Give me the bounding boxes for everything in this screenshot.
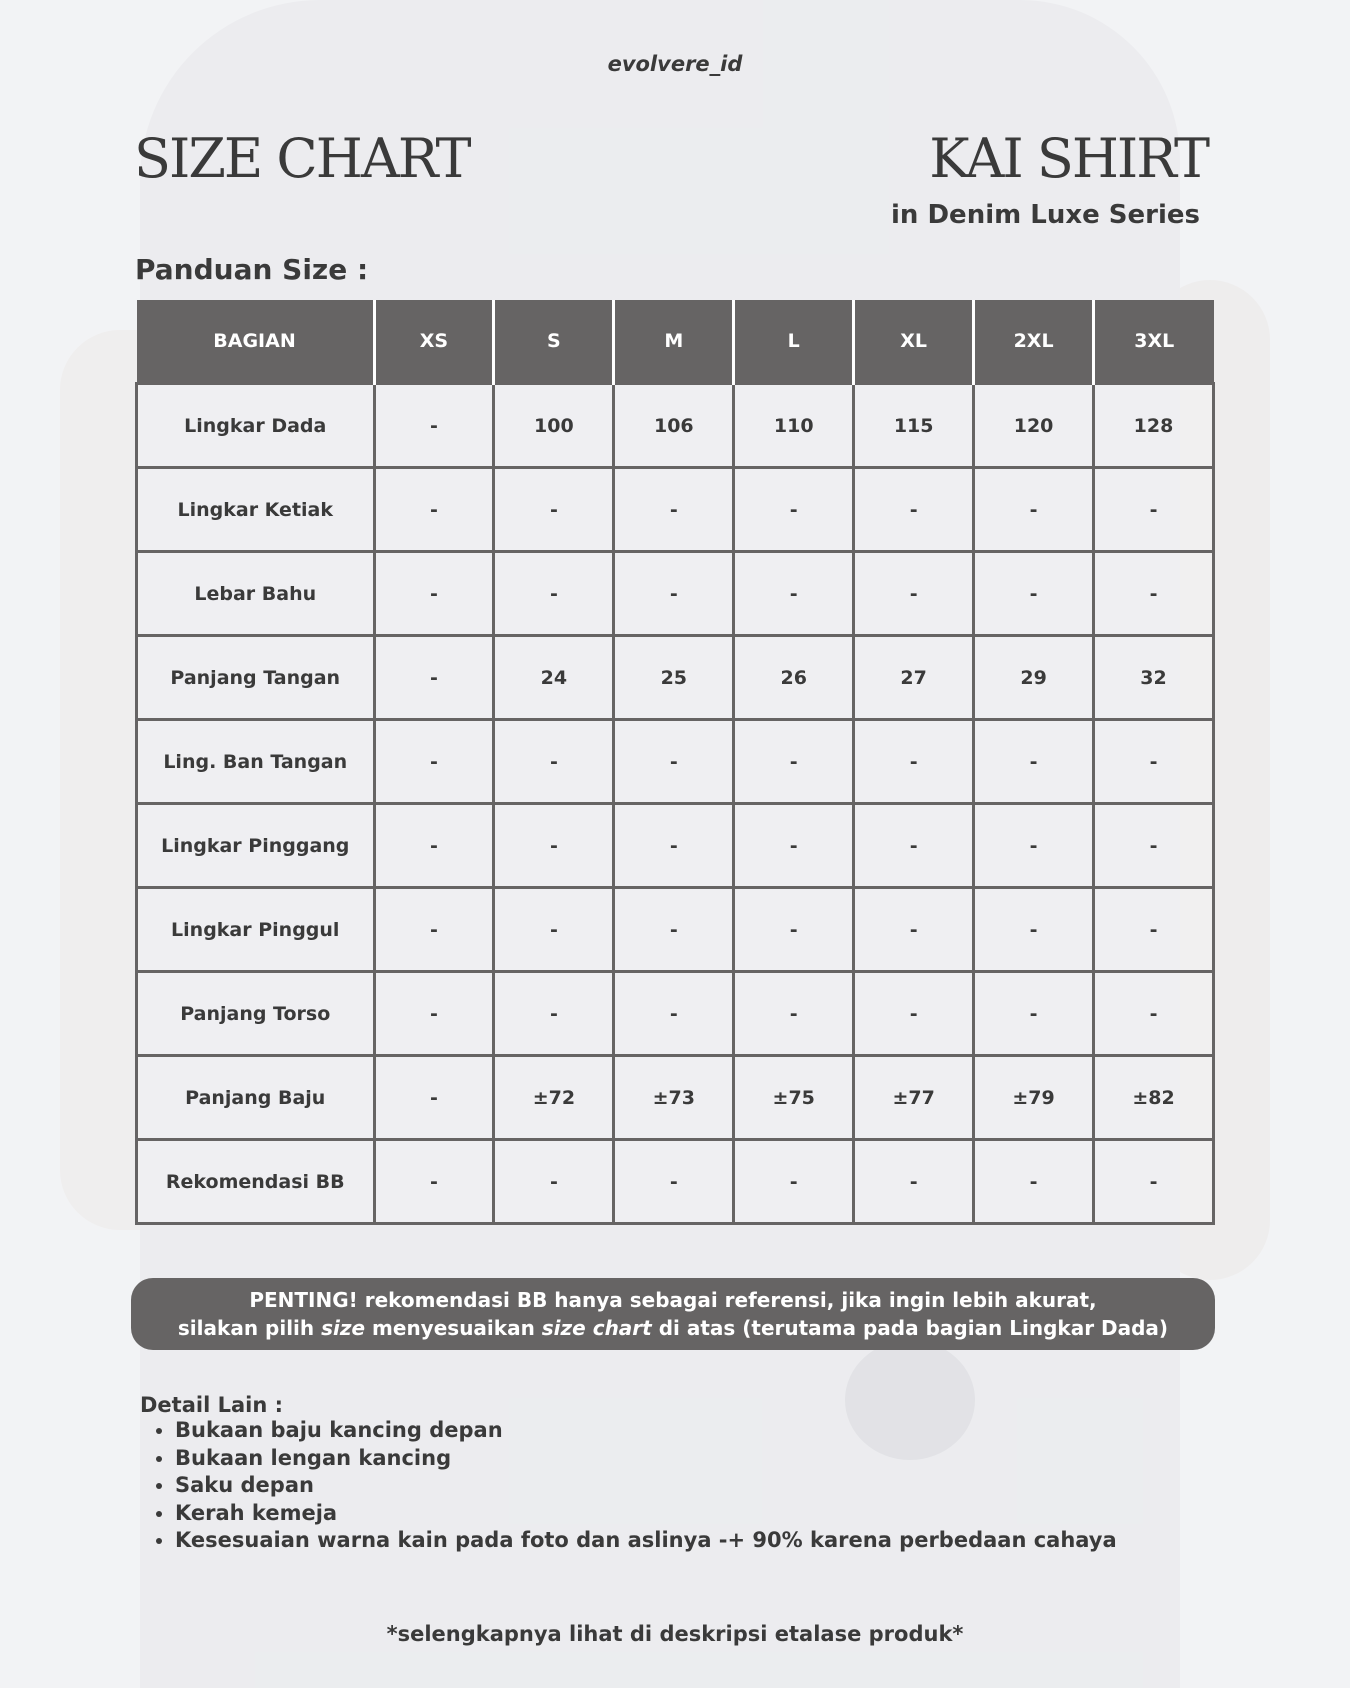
notice-text: di atas (terutama pada bagian Lingkar Dada)	[651, 1316, 1169, 1340]
header-cell-xs: XS	[374, 300, 494, 384]
table-cell: -	[614, 972, 734, 1056]
table-cell: 128	[1094, 384, 1214, 468]
table-cell: -	[854, 468, 974, 552]
table-cell: ±73	[614, 1056, 734, 1140]
table-cell: -	[614, 888, 734, 972]
row-label: Ling. Ban Tangan	[137, 720, 375, 804]
table-cell: -	[734, 1140, 854, 1224]
table-cell: -	[734, 720, 854, 804]
table-cell: 110	[734, 384, 854, 468]
table-cell: -	[974, 804, 1094, 888]
table-cell: -	[1094, 468, 1214, 552]
table-cell: -	[374, 888, 494, 972]
table-cell: -	[494, 972, 614, 1056]
table-cell: 120	[974, 384, 1094, 468]
table-cell: 100	[494, 384, 614, 468]
table-header-row	[137, 300, 1214, 384]
table-cell: -	[974, 552, 1094, 636]
row-label: Panjang Torso	[137, 972, 375, 1056]
table-cell: ±75	[734, 1056, 854, 1140]
table-cell: -	[374, 804, 494, 888]
table-cell: -	[974, 468, 1094, 552]
notice-line-2	[131, 1314, 1215, 1342]
details-list	[150, 1417, 1117, 1555]
table-row	[137, 972, 1214, 1056]
brand-handle: evolvere_id	[607, 52, 743, 76]
table-row	[137, 1140, 1214, 1224]
table-row	[137, 468, 1214, 552]
table-cell: -	[854, 888, 974, 972]
header-cell-3xl: 3XL	[1094, 300, 1214, 384]
table-cell: ±77	[854, 1056, 974, 1140]
table-cell: -	[494, 1140, 614, 1224]
table-cell: 106	[614, 384, 734, 468]
table-cell: -	[1094, 552, 1214, 636]
table-cell: -	[374, 972, 494, 1056]
table-row	[137, 888, 1214, 972]
table-cell: -	[734, 888, 854, 972]
table-cell: -	[374, 468, 494, 552]
table-cell: -	[1094, 804, 1214, 888]
table-row	[137, 384, 1214, 468]
table-cell: -	[494, 804, 614, 888]
table-row	[137, 636, 1214, 720]
table-cell: 29	[974, 636, 1094, 720]
row-label: Lingkar Pinggang	[137, 804, 375, 888]
table-cell: -	[614, 1140, 734, 1224]
table-cell: -	[374, 720, 494, 804]
notice-banner	[131, 1278, 1215, 1350]
table-cell: -	[374, 552, 494, 636]
table-cell: 25	[614, 636, 734, 720]
row-label: Panjang Tangan	[137, 636, 375, 720]
table-cell: -	[854, 804, 974, 888]
notice-text: silakan pilih	[177, 1316, 322, 1340]
header-cell-s: S	[494, 300, 614, 384]
list-item: • Saku depan	[175, 1472, 1117, 1500]
table-cell: -	[494, 720, 614, 804]
table-cell: ±79	[974, 1056, 1094, 1140]
table-cell: -	[494, 888, 614, 972]
table-cell: -	[734, 468, 854, 552]
table-cell: -	[494, 468, 614, 552]
table-cell: -	[614, 804, 734, 888]
table-cell: -	[734, 972, 854, 1056]
table-cell: 24	[494, 636, 614, 720]
table-cell: -	[494, 552, 614, 636]
section-title: Panduan Size :	[135, 253, 369, 286]
product-subtitle: in Denim Luxe Series	[891, 200, 1200, 230]
table-cell: -	[854, 1140, 974, 1224]
table-cell: -	[1094, 972, 1214, 1056]
footer-note: *selengkapnya lihat di deskripsi etalase produk*	[386, 1622, 964, 1646]
table-cell: -	[1094, 1140, 1214, 1224]
table-cell: 26	[734, 636, 854, 720]
table-row	[137, 720, 1214, 804]
table-cell: -	[614, 552, 734, 636]
table-row	[137, 552, 1214, 636]
header-cell-2xl: 2XL	[974, 300, 1094, 384]
product-title: KAI SHIRT	[929, 127, 1208, 190]
table-cell: -	[974, 972, 1094, 1056]
table-cell: -	[974, 720, 1094, 804]
list-item: • Bukaan baju kancing depan	[175, 1417, 1117, 1445]
table-cell: -	[374, 384, 494, 468]
size-table	[135, 300, 1215, 1225]
table-cell: ±72	[494, 1056, 614, 1140]
table-cell: -	[614, 468, 734, 552]
table-cell: ±82	[1094, 1056, 1214, 1140]
table-row	[137, 804, 1214, 888]
table-cell: -	[854, 720, 974, 804]
table-cell: 27	[854, 636, 974, 720]
table-cell: -	[974, 1140, 1094, 1224]
row-label: Lebar Bahu	[137, 552, 375, 636]
header-cell-bagian: BAGIAN	[137, 300, 375, 384]
notice-text: menyesuaikan	[365, 1316, 542, 1340]
table-cell: 32	[1094, 636, 1214, 720]
table-cell: -	[854, 552, 974, 636]
row-label: Lingkar Ketiak	[137, 468, 375, 552]
table-cell: -	[1094, 888, 1214, 972]
list-item: • Kesesuaian warna kain pada foto dan aslinya -+ 90% karena perbedaan cahaya	[175, 1527, 1117, 1555]
table-row	[137, 1056, 1214, 1140]
table-cell: -	[974, 888, 1094, 972]
table-cell: -	[1094, 720, 1214, 804]
table-cell: -	[734, 552, 854, 636]
table-cell: -	[374, 636, 494, 720]
notice-emphasis: size chart	[541, 1316, 652, 1340]
table-cell: -	[374, 1140, 494, 1224]
notice-emphasis: size	[321, 1316, 366, 1340]
table-cell: 115	[854, 384, 974, 468]
list-item: • Bukaan lengan kancing	[175, 1445, 1117, 1473]
details-title: Detail Lain :	[140, 1393, 284, 1417]
header-cell-xl: XL	[854, 300, 974, 384]
row-label: Panjang Baju	[137, 1056, 375, 1140]
row-label: Lingkar Pinggul	[137, 888, 375, 972]
table-cell: -	[374, 1056, 494, 1140]
table-body	[137, 384, 1214, 1224]
table-cell: -	[854, 972, 974, 1056]
header-cell-l: L	[734, 300, 854, 384]
header-cell-m: M	[614, 300, 734, 384]
page-title: SIZE CHART	[134, 127, 470, 190]
row-label: Rekomendasi BB	[137, 1140, 375, 1224]
table-cell: -	[734, 804, 854, 888]
notice-line-1: PENTING! rekomendasi BB hanya sebagai referensi, jika ingin lebih akurat,	[249, 1288, 1097, 1312]
table-cell: -	[614, 720, 734, 804]
list-item: • Kerah kemeja	[175, 1500, 1117, 1528]
row-label: Lingkar Dada	[137, 384, 375, 468]
